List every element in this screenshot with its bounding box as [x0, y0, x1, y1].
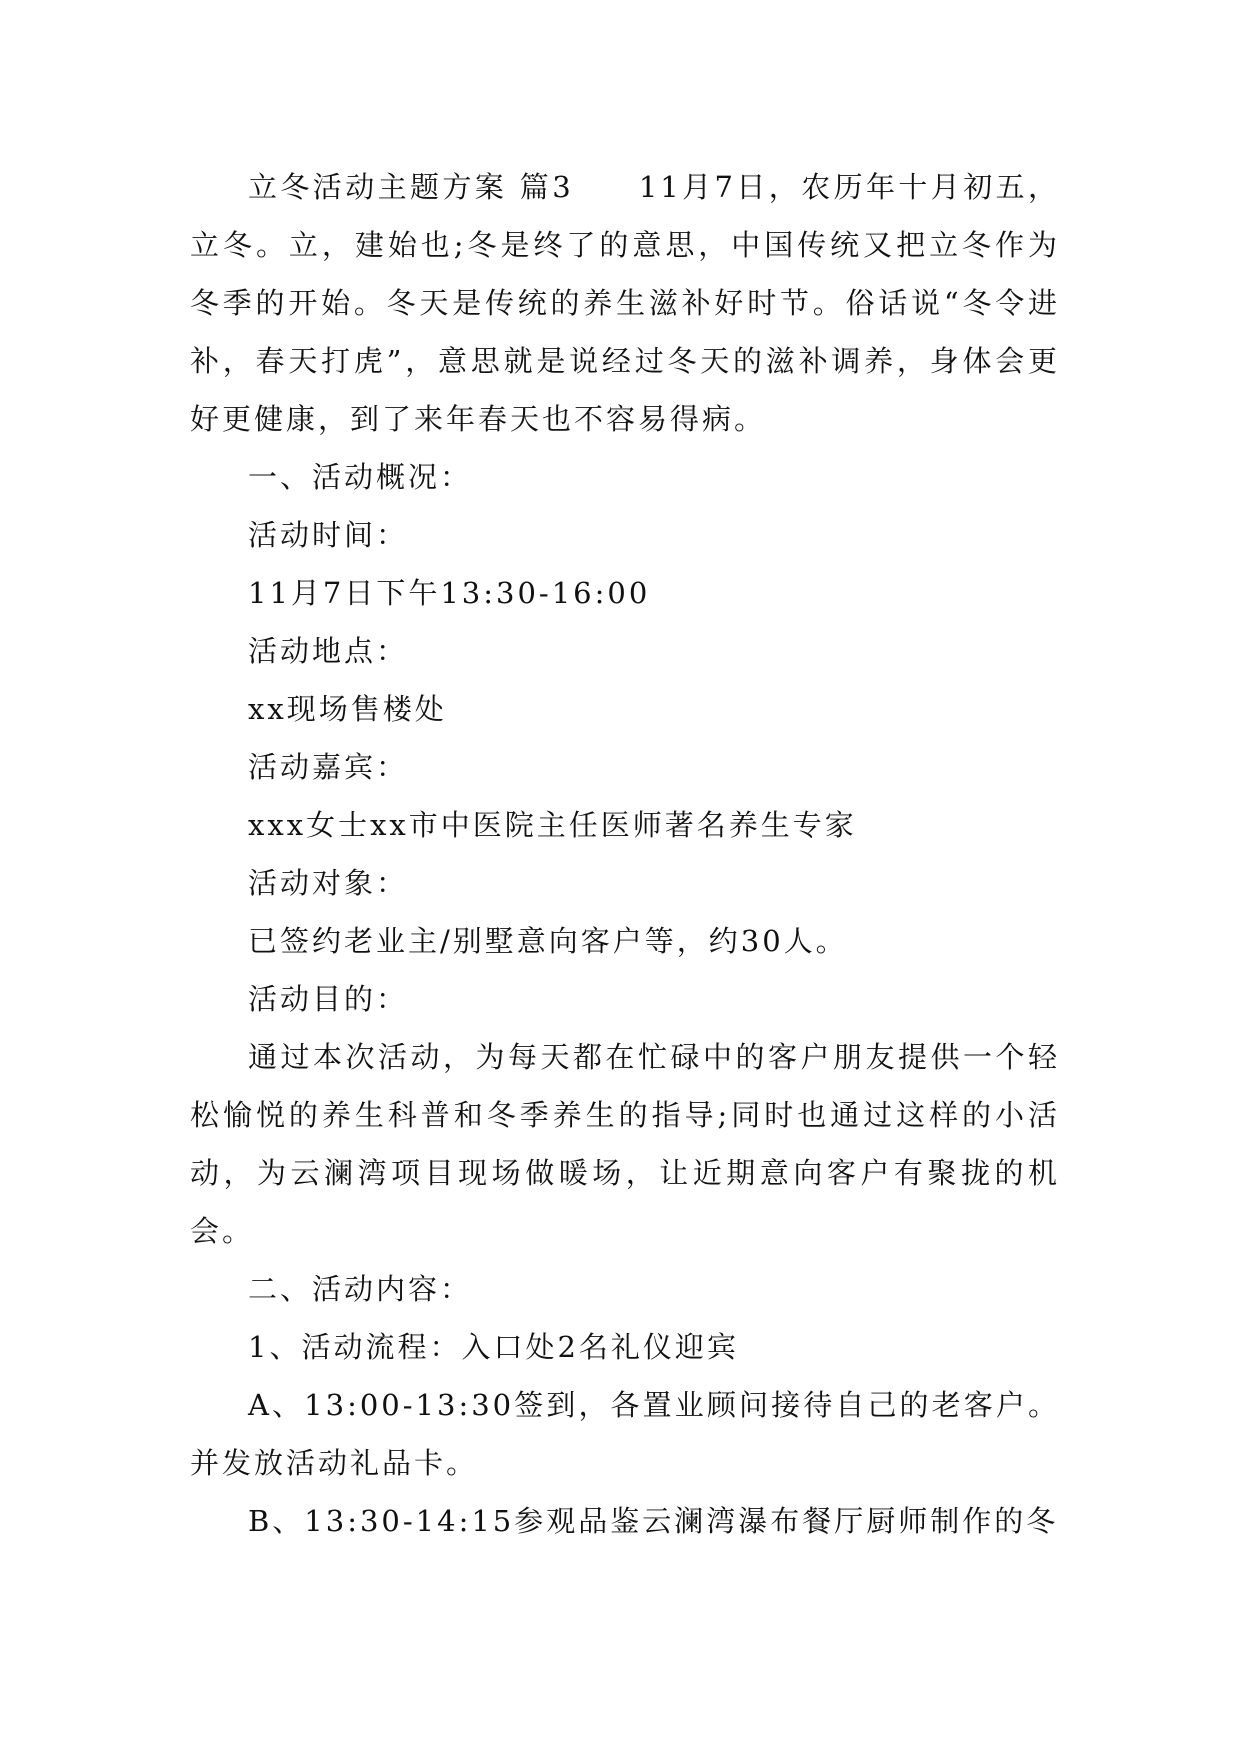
process-item-a: A、13:00-13:30签到，各置业顾问接待自己的老客户。并发放活动礼品卡。 — [190, 1388, 1060, 1480]
label-activity-location: 活动地点： — [248, 634, 409, 668]
value-activity-purpose: 通过本次活动，为每天都在忙碌中的客户朋友提供一个轻松愉悦的养生科普和冬季养生的指导;同时也通过这样的小活动，为云澜湾项目现场做暖场，让近期意向客户有聚拢的机会。 — [190, 1040, 1060, 1248]
intro-paragraph: 立冬活动主题方案 篇3 11月7日，农历年十月初五，立冬。立，建始也;冬是终了的意思，中国传统又把立冬作为冬季的开始。冬天是传统的养生滋补好时节。俗话说“冬令进补，春天打虎”，意思就是说经过冬天的滋补调养，身体会更好更健康，到了来年春天也不容易得病。 — [190, 170, 1060, 436]
process-item-b: B、13:30-14:15参观品鉴云澜湾瀑布餐厅厨师制作的冬 — [248, 1504, 1059, 1538]
section-heading-content: 二、活动内容： — [248, 1272, 473, 1306]
value-activity-location: xx现场售楼处 — [248, 692, 447, 726]
label-activity-guest: 活动嘉宾： — [248, 750, 409, 784]
process-item-1: 1、活动流程：入口处2名礼仪迎宾 — [248, 1330, 739, 1364]
label-activity-time: 活动时间： — [248, 518, 409, 552]
section-heading-overview: 一、活动概况： — [248, 460, 473, 494]
label-activity-purpose: 活动目的： — [248, 982, 409, 1016]
label-activity-audience: 活动对象： — [248, 866, 409, 900]
value-activity-guest: xxx女士xx市中医院主任医师著名养生专家 — [248, 808, 857, 842]
value-activity-time: 11月7日下午13:30-16:00 — [248, 576, 651, 610]
value-activity-audience: 已签约老业主/别墅意向客户等，约30人。 — [248, 924, 848, 958]
document-body — [190, 158, 1060, 1550]
